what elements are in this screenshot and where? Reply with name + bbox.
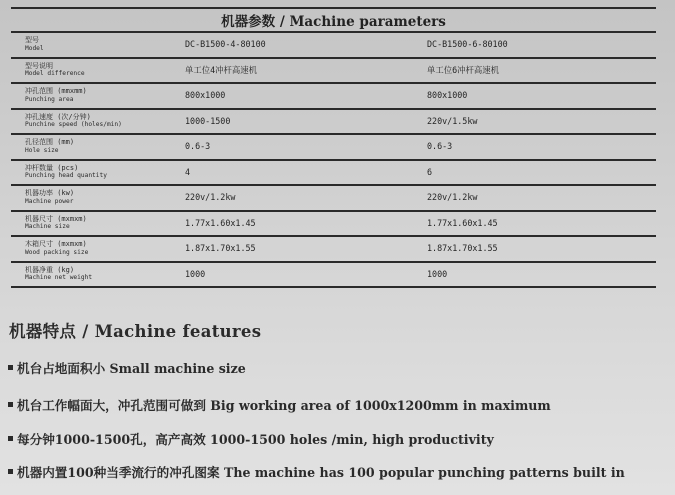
param-row-model-difference [11, 59, 656, 85]
value-head-quantity-a: 4 [185, 166, 191, 177]
value-wood-packing-size-a: 1.87x1.70x1.55 [185, 243, 256, 253]
value-hole-size-a: 0.6-3 [185, 141, 211, 151]
label-cn: 机器尺寸 (mxmxm) [25, 214, 87, 223]
feature-item [8, 358, 246, 377]
features-title: 机器特点 / Machine features [9, 322, 262, 341]
param-row-punching-area [11, 84, 656, 110]
label-cn: 冲孔范围 (mmxmm) [25, 87, 87, 95]
label-en: Model [25, 44, 44, 52]
param-label [25, 113, 185, 130]
param-label [25, 189, 185, 206]
param-label [25, 215, 185, 232]
value-machine-power-b: 220v/1.2kw [427, 192, 478, 202]
param-row-net-weight [11, 263, 656, 289]
label-cn: 机器净重 (kg) [25, 265, 75, 274]
param-label [25, 138, 185, 155]
parameters-title: 机器参数 / Machine parameters [11, 7, 656, 33]
label-en: Machine power [25, 197, 74, 205]
param-label [25, 164, 185, 181]
label-en: Wood packing size [25, 248, 89, 256]
label-cn: 型号 [25, 36, 39, 44]
feature-text: 每分钟1000-1500孔，高产高效 1000-1500 holes /min, high productivity [17, 432, 494, 447]
value-head-quantity-b: 6 [427, 166, 433, 177]
value-model-difference-a: 单工位4冲杆高速机 [185, 64, 258, 75]
param-label [25, 87, 185, 104]
label-en: Hole size [25, 146, 59, 154]
bullet-icon [8, 402, 13, 407]
param-row-machine-size [11, 212, 656, 238]
label-cn: 木箱尺寸 (mxmxm) [25, 240, 87, 248]
value-net-weight-b: 1000 [427, 268, 448, 279]
label-en: Model difference [25, 70, 85, 77]
param-row-model [11, 33, 656, 59]
feature-item [8, 395, 551, 414]
param-label [25, 62, 185, 79]
label-cn: 孔径范围 (mm) [25, 138, 75, 146]
label-cn: 型号说明 [25, 61, 53, 70]
param-row-wood-packing-size [11, 237, 656, 263]
param-row-hole-size [11, 135, 656, 161]
value-machine-size-b: 1.77x1.60x1.45 [427, 217, 498, 228]
value-net-weight-a: 1000 [185, 268, 206, 279]
feature-text: 机台占地面积小 Small machine size [17, 361, 246, 376]
value-wood-packing-size-b: 1.87x1.70x1.55 [427, 243, 498, 253]
label-cn: 机器功率 (kw) [25, 189, 75, 197]
value-model-b: DC-B1500-6-80100 [427, 39, 508, 49]
value-model-a: DC-B1500-4-80100 [185, 39, 266, 49]
bullet-icon [8, 365, 13, 370]
param-label [25, 266, 185, 283]
label-cn: 冲杆数量 (pcs) [25, 163, 79, 172]
bullet-icon [8, 469, 13, 474]
value-punching-area-b: 800x1000 [427, 90, 468, 100]
value-hole-size-b: 0.6-3 [427, 141, 453, 151]
value-punching-area-a: 800x1000 [185, 90, 226, 100]
parameters-table [11, 7, 656, 288]
label-en: Punching area [25, 95, 74, 103]
feature-item [8, 462, 625, 481]
label-en: Machine net weight [25, 274, 93, 281]
label-cn: 冲孔速度 (次/分钟) [25, 112, 91, 121]
label-en: Punchine speed (holes/min) [25, 121, 122, 128]
bullet-icon [8, 436, 13, 441]
value-machine-size-a: 1.77x1.60x1.45 [185, 217, 256, 228]
label-en: Punching head quantity [25, 172, 107, 179]
param-row-head-quantity [11, 161, 656, 187]
value-punching-speed-b: 220v/1.5kw [427, 115, 478, 126]
value-punching-speed-a: 1000-1500 [185, 115, 231, 126]
feature-item [8, 429, 494, 448]
param-label [25, 36, 185, 53]
feature-text: 机台工作幅面大，冲孔范围可做到 Big working area of 1000x1200mm in maximum [17, 398, 551, 413]
value-machine-power-a: 220v/1.2kw [185, 192, 236, 202]
label-en: Machine size [25, 223, 70, 230]
feature-text: 机器内置100种当季流行的冲孔图案 The machine has 100 popular punching patterns built in [17, 465, 625, 480]
value-model-difference-b: 单工位6冲杆高速机 [427, 64, 500, 75]
param-row-machine-power [11, 186, 656, 212]
param-label [25, 240, 185, 257]
param-row-punching-speed [11, 110, 656, 136]
